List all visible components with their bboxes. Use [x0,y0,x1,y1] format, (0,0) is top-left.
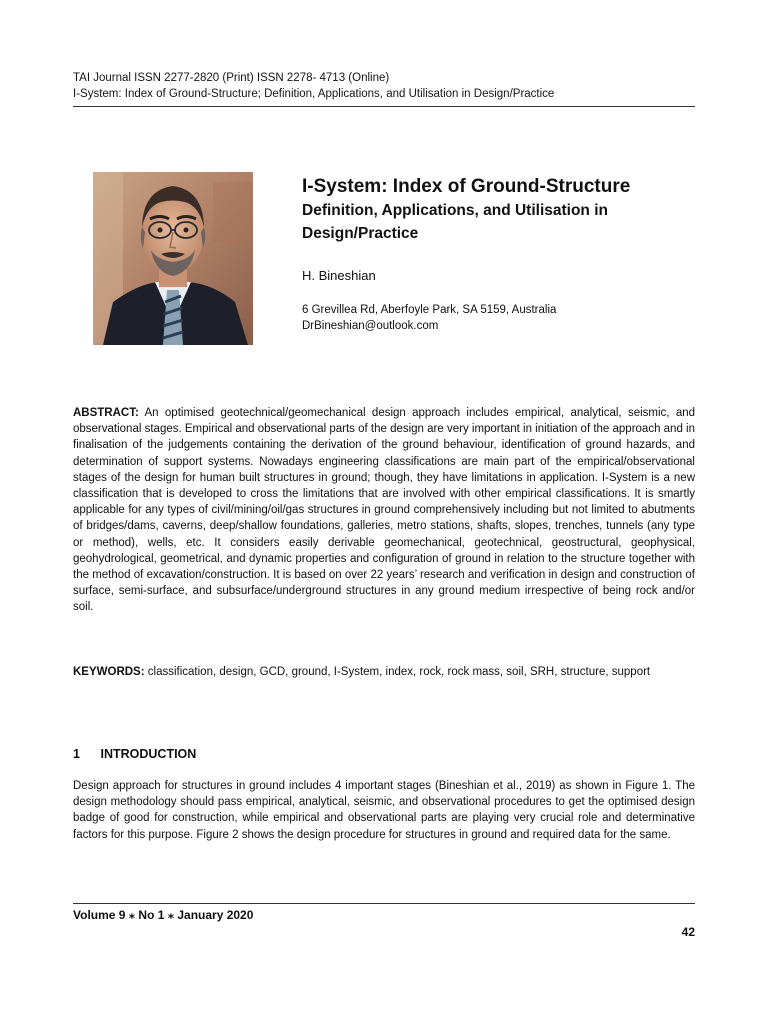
author-portrait [93,172,253,345]
section-heading-introduction [73,745,196,763]
author-name: H. Bineshian [302,268,376,283]
author-address: 6 Grevillea Rd, Aberfoyle Park, SA 5159, Australia [302,304,557,316]
article-subtitle-line-1: Definition, Applications, and Utilisation in [302,202,608,219]
portrait-icon [93,172,253,345]
section-title: INTRODUCTION [100,747,197,761]
author-email[interactable]: DrBineshian@outlook.com [302,320,439,332]
section-number: 1 [73,747,80,761]
footer-volume-info: Volume 9 ⁎ No 1 ⁎ January 2020 [73,908,254,922]
abstract-paragraph [73,405,695,616]
article-title-block [302,174,702,245]
article-subtitle-line-2: Design/Practice [302,225,419,242]
running-header [73,70,695,102]
footer-divider [73,903,695,904]
keywords-line [73,664,703,680]
keywords-text: classification, design, GCD, ground, I-System, index, rock, rock mass, soil, SRH, structure, support [147,666,651,678]
introduction-paragraph: Design approach for structures in ground includes 4 important stages (Bineshian et al., 2019) as shown in Figure 1. The design methodology should pass empirical, analytical, seismic, and observational procedures to get the optimised design badge of good for construction, while empirical and observational parts are playing very crucial role and determinative factors for this purpose. Figure 2 shows the design procedure for structures in ground and required data for the same. [73,780,695,841]
running-title: I-System: Index of Ground-Structure; Definition, Applications, and Utilisation in Design/Practice [73,88,555,100]
page-number: 42 [681,925,695,939]
author-affiliation [302,302,556,334]
keywords-label: KEYWORDS: [73,666,145,678]
article-title: I-System: Index of Ground-Structure [302,176,631,197]
abstract-label: ABSTRACT: [73,407,139,419]
header-divider [73,106,695,107]
abstract-text: An optimised geotechnical/geomechanical design approach includes empirical, analytical, seismic, and observational stages. Empirical and observational parts of the design are very important in initiation of the approach and in finalisation of the judgements containing the derivation of the ground behaviour, identification of ground hazards, and determination of support systems. Nowadays engineering classifications are main part of the empirical/observational stages of the design for human built structures in ground; though, they have limitations in application. I-System is a new classification that is developed to cross the limitations that are involved with other empirical classifications. It is smartly applicable for any types of civil/mining/oil/gas structures in ground comprehensively including but not limited to abutments of bridges/dams, caverns, deep/shallow foundations, galleries, metro stations, shafts, slopes, trenches, tunnels (any type or method), wells, etc. It considers easily derivable geomechanical, geotechnical, geostructural, geophysical, geohydrological, geometrical, and dynamic properties and configuration of ground in relation to the structure together with the method of excavation/construction. It is based on over 22 years’ research and verification in design and construction of surface, semi-surface, and subsurface/underground structures in any ground medium irrespective of being rock and/or soil. [73,407,696,614]
journal-issn-line: TAI Journal ISSN 2277-2820 (Print) ISSN 2278- 4713 (Online) [73,72,390,84]
